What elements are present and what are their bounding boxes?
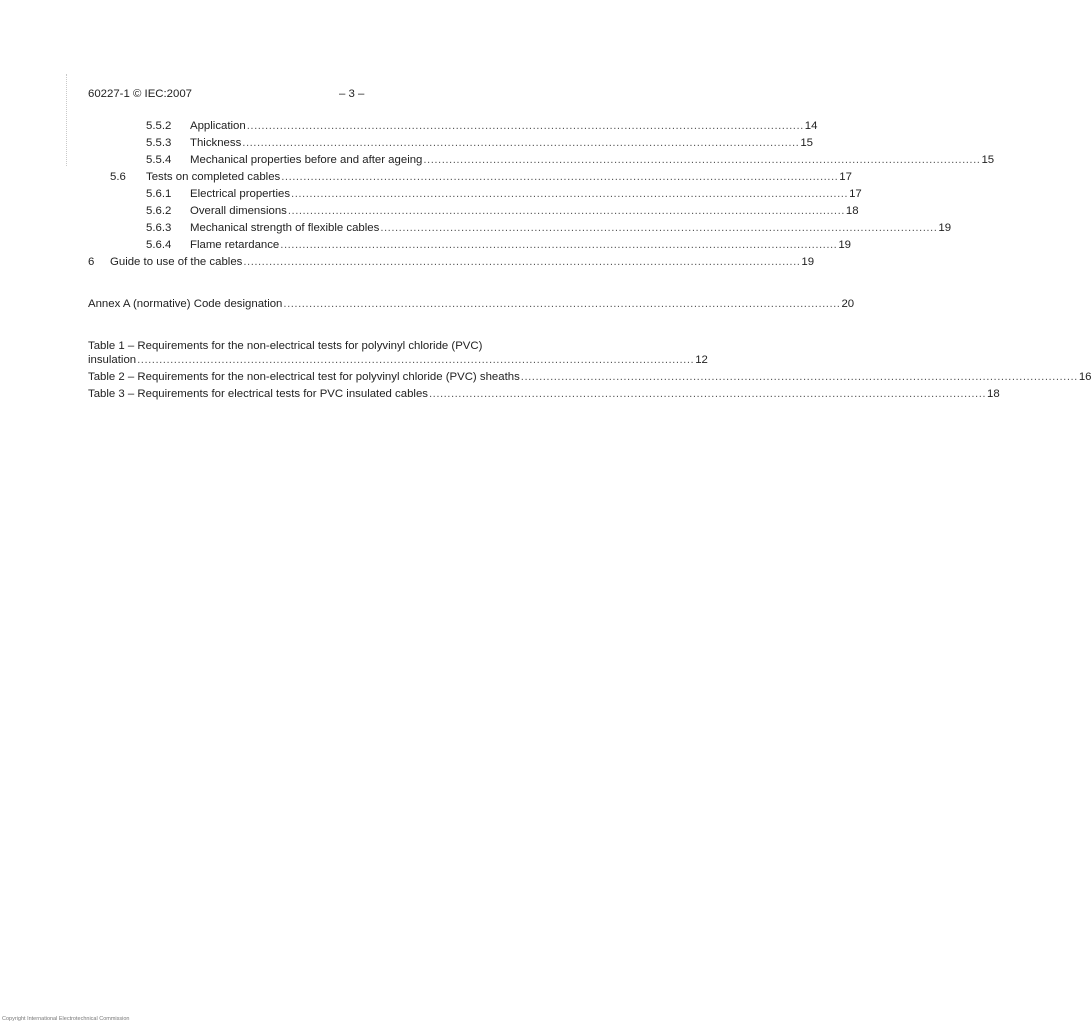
toc-entry-title: Application <box>190 120 246 132</box>
dot-leader: ........................................................................................................................................................ <box>137 354 695 366</box>
page-number: – 3 – <box>339 88 365 100</box>
toc-entry-table-2[interactable] <box>88 371 1092 387</box>
toc-entry-page: 19 <box>838 239 851 251</box>
toc-entry-number: 5.6.3 <box>146 222 172 234</box>
toc-entry-5-5-2[interactable] <box>88 120 818 136</box>
page-header <box>88 88 636 104</box>
toc-entry-page: 18 <box>987 388 1000 400</box>
dot-leader: ........................................................................................................................................................ <box>380 222 938 234</box>
toc-entry-title: Table 3 – Requirements for electrical tests for PVC insulated cables <box>88 388 428 400</box>
toc-entry-5-5-4[interactable] <box>88 154 995 170</box>
copyright-notice: Copyright International Electrotechnical Commission <box>2 1016 130 1022</box>
toc-entry-title: insulation <box>88 354 137 366</box>
toc-entry-page: 15 <box>800 137 813 149</box>
toc-entry-title: Overall dimensions <box>190 205 287 217</box>
toc-entry-page: 12 <box>695 354 708 366</box>
toc-entry-page: 17 <box>839 171 852 183</box>
dot-leader: ........................................................................................................................................................ <box>423 154 981 166</box>
toc-entry-number: 5.5.2 <box>146 120 172 132</box>
toc-entry-page: 15 <box>981 154 995 166</box>
dot-leader: ........................................................................................................................................................ <box>280 239 838 251</box>
toc-entry-title: Mechanical properties before and after ageing <box>190 154 423 166</box>
toc-entry-page: 16 <box>1078 371 1092 383</box>
toc-entry-page: 17 <box>849 188 862 200</box>
document-id: 60227-1 © IEC:2007 <box>88 88 193 100</box>
dot-leader: ........................................................................................................................................................ <box>428 388 987 400</box>
toc-entry-title: Tests on completed cables <box>146 171 281 183</box>
toc-entry-number: 5.5.4 <box>146 154 172 166</box>
toc-entry-table-3[interactable] <box>88 388 1000 404</box>
toc-entry-title: Guide to use of the cables <box>110 256 243 268</box>
toc-entry-page: 20 <box>841 298 855 310</box>
toc-entry-number: 5.5.3 <box>146 137 172 149</box>
toc-entry-title: Thickness <box>190 137 242 149</box>
toc-entry-title: Mechanical strength of flexible cables <box>190 222 380 234</box>
toc-entry-number: 5.6.4 <box>146 239 172 251</box>
toc-entry-5-6-3[interactable] <box>88 222 952 238</box>
toc-entry-page: 18 <box>845 205 859 217</box>
toc-entry-page: 19 <box>938 222 952 234</box>
toc-entry-title: Table 2 – Requirements for the non-electrical test for polyvinyl chloride (PVC) sheaths <box>88 371 520 383</box>
toc-entry-6[interactable] <box>88 256 815 272</box>
toc-entry-title: Electrical properties <box>190 188 291 200</box>
toc-entry-number: 5.6.1 <box>146 188 172 200</box>
dot-leader: ........................................................................................................................................................ <box>242 137 800 149</box>
toc-entry-5-6-4[interactable] <box>88 239 851 255</box>
page-edge-mark <box>66 74 67 166</box>
toc-entry-annex-a[interactable] <box>88 298 855 314</box>
toc-entry-number: 5.6 <box>110 171 126 183</box>
toc-entry-5-6[interactable] <box>88 171 852 187</box>
toc-entry-title: Flame retardance <box>190 239 280 251</box>
dot-leader: ........................................................................................................................................................ <box>291 188 849 200</box>
toc-table-1-title-line1[interactable]: Table 1 – Requirements for the non-electrical tests for polyvinyl chloride (PVC) <box>88 340 483 352</box>
toc-entry-table-1[interactable] <box>88 354 708 370</box>
toc-entry-5-5-3[interactable] <box>88 137 813 153</box>
toc-entry-5-6-2[interactable] <box>88 205 859 221</box>
toc-entry-5-6-1[interactable] <box>88 188 862 204</box>
dot-leader: ........................................................................................................................................................ <box>283 298 841 310</box>
toc-entry-page: 14 <box>804 120 818 132</box>
dot-leader: ........................................................................................................................................................ <box>287 205 845 217</box>
toc-entry-title: Annex A (normative) Code designation <box>88 298 283 310</box>
dot-leader: ........................................................................................................................................................ <box>281 171 839 183</box>
toc-entry-number: 5.6.2 <box>146 205 172 217</box>
dot-leader: ........................................................................................................................................................ <box>246 120 804 132</box>
dot-leader: ........................................................................................................................................................ <box>520 371 1078 383</box>
toc-entry-number: 6 <box>88 256 95 268</box>
toc-entry-page: 19 <box>801 256 815 268</box>
dot-leader: ........................................................................................................................................................ <box>243 256 801 268</box>
